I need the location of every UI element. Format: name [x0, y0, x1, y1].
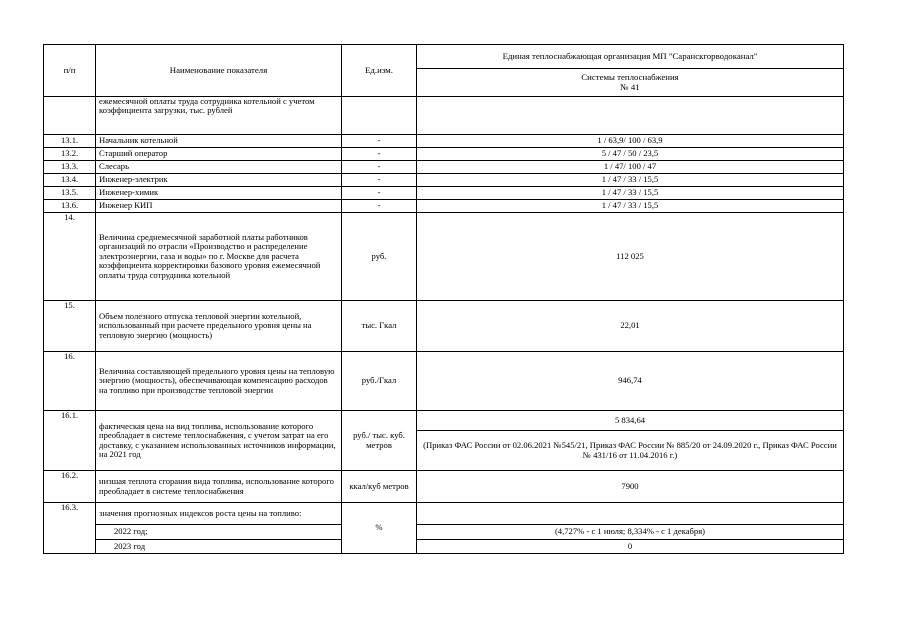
header-name: Наименование показателя — [96, 45, 342, 97]
row-value: 1 / 47 / 33 / 15,5 — [417, 200, 844, 213]
row-year-2023: 2023 год — [96, 540, 342, 554]
row-name: низшая теплота сгорания вида топлива, использование которого преобладает в системе теплоснабжения — [96, 471, 342, 503]
table-row — [44, 148, 844, 161]
table-row — [44, 352, 844, 411]
row-name: Величина составляющей предельного уровня цены на тепловую энергию (мощность), обеспечивающая компенсацию расходов на топливо при производстве тепловой энергии — [96, 352, 342, 411]
header-org: Единая теплоснабжающая организация МП "Саранскгорводоканал" — [417, 45, 844, 69]
row-name: Старший оператор — [96, 148, 342, 161]
row-unit: - — [342, 200, 417, 213]
row-value: 22,01 — [417, 301, 844, 352]
row-num: 13.6. — [44, 200, 96, 213]
table-row — [44, 174, 844, 187]
row-num: 13.2. — [44, 148, 96, 161]
table-row — [44, 411, 844, 431]
row-num: 13.3. — [44, 161, 96, 174]
row-year-2022: 2022 год; — [96, 525, 342, 540]
row-name: Начальник котельной — [96, 135, 342, 148]
tariff-table — [43, 44, 844, 554]
row-num: 16.2. — [44, 471, 96, 503]
row-value-2023: 0 — [417, 540, 844, 554]
table-row — [44, 503, 844, 525]
header-unit: Ед.изм. — [342, 45, 417, 97]
row-value: 1 / 47 / 33 / 15,5 — [417, 187, 844, 200]
row-unit: руб. — [342, 213, 417, 301]
row-num: 15. — [44, 301, 96, 352]
row-num: 13.5. — [44, 187, 96, 200]
table-row — [44, 540, 844, 554]
row-num: 16. — [44, 352, 96, 411]
row-unit: - — [342, 174, 417, 187]
header-num: п/п — [44, 45, 96, 97]
row-unit: % — [342, 503, 417, 554]
row-unit: ккал/куб метров — [342, 471, 417, 503]
row-name: фактическая цена на вид топлива, использование которого преобладает в системе теплоснабжения, с учетом затрат на его доставку, с указанием использованных источников информации, на 2021 год — [96, 411, 342, 471]
table-row — [44, 471, 844, 503]
row-value: 1 / 63,9/ 100 / 63,9 — [417, 135, 844, 148]
table-row — [44, 213, 844, 301]
row-value: 5 / 47 / 50 / 23,5 — [417, 148, 844, 161]
row-name: Инженер КИП — [96, 200, 342, 213]
row-unit: тыс. Гкал — [342, 301, 417, 352]
table-row — [44, 200, 844, 213]
row-unit: - — [342, 187, 417, 200]
row-num: 16.1. — [44, 411, 96, 471]
row-unit: руб./ тыс. куб. метров — [342, 411, 417, 471]
row-source: (Приказ ФАС России от 02.06.2021 №545/21, Приказ ФАС России № 885/20 от 24.09.2020 г., Приказ ФАС России № 431/16 от 11.04.2016 г.) — [417, 431, 844, 471]
row-num: 16.3. — [44, 503, 96, 554]
row-value: 1 / 47/ 100 / 47 — [417, 161, 844, 174]
row-name: Инженер-электрик — [96, 174, 342, 187]
row-num: 13.4. — [44, 174, 96, 187]
row-name: Инженер-химик — [96, 187, 342, 200]
table-row — [44, 161, 844, 174]
row-name: Величина среднемесячной заработной платы работников организаций по отрасли «Производство и распределение электроэнергии, газа и воды» по г. Москве для расчета коэффициента корректировки базового уровня ежемесячной оплаты труда сотрудника котельной — [96, 213, 342, 301]
header-system — [417, 69, 844, 97]
row-value: 5 834,64 — [417, 411, 844, 431]
row-name: Объем полезного отпуска тепловой энергии котельной, использованный при расчете предельного уровня цены на тепловую энергию (мощность) — [96, 301, 342, 352]
header-system-line1: Системы теплоснабжения — [581, 72, 679, 83]
row-name: значения прогнозных индексов роста цены на топливо: — [96, 503, 342, 525]
row-num: 14. — [44, 213, 96, 301]
row-unit: - — [342, 148, 417, 161]
row-unit: - — [342, 161, 417, 174]
row-value: 946,74 — [417, 352, 844, 411]
row-value: 7900 — [417, 471, 844, 503]
row-value: 112 025 — [417, 213, 844, 301]
row-num: 13.1. — [44, 135, 96, 148]
row-unit: руб./Гкал — [342, 352, 417, 411]
table-row — [44, 301, 844, 352]
table-row — [44, 97, 844, 135]
row-cont-name: ежемесячной оплаты труда сотрудника котельной с учетом коэффициента загрузки, тыс. рублей — [96, 97, 342, 135]
row-value: 1 / 47 / 33 / 15,5 — [417, 174, 844, 187]
table-row — [44, 135, 844, 148]
header-row — [44, 45, 844, 69]
row-value-2022: (4,727% - с 1 июля; 8,334% - с 1 декабря) — [417, 525, 844, 540]
table-row — [44, 187, 844, 200]
row-name: Слесарь — [96, 161, 342, 174]
header-system-line2: № 41 — [620, 81, 640, 92]
table-row — [44, 525, 844, 540]
row-unit: - — [342, 135, 417, 148]
